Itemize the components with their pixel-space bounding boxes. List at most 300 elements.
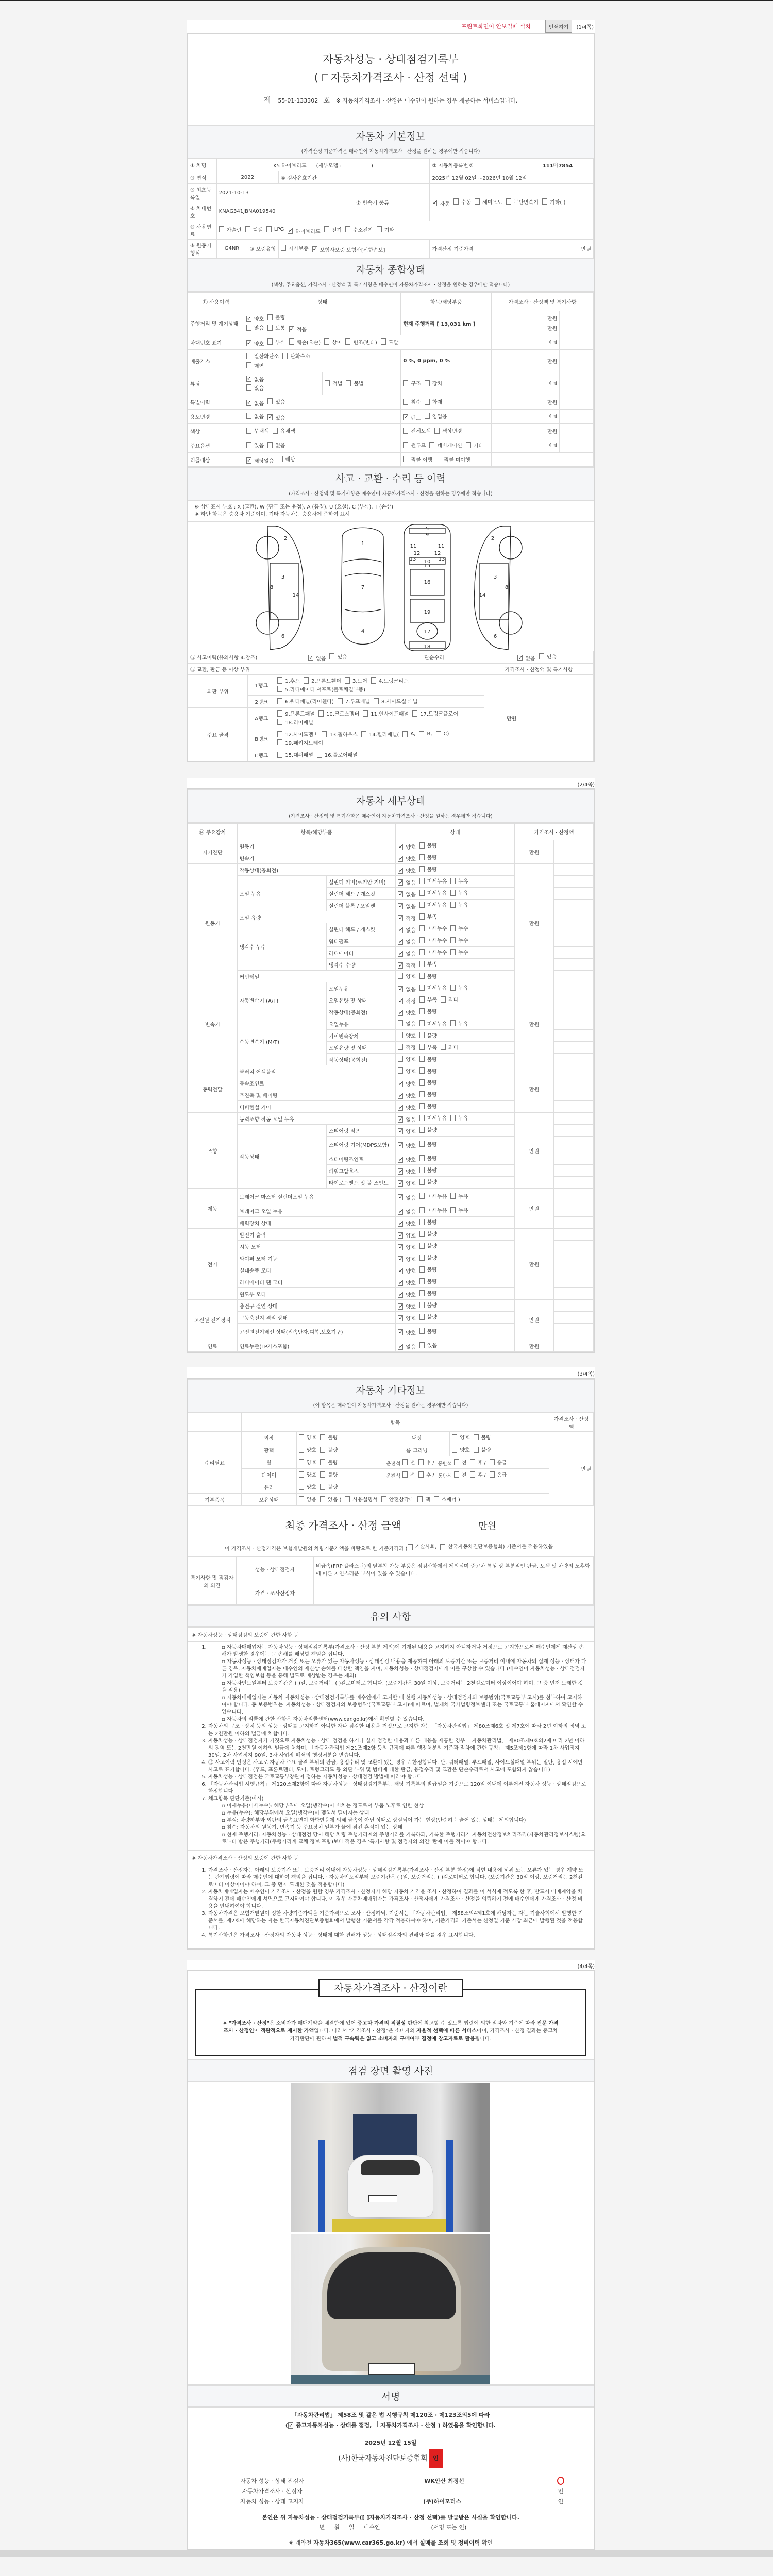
checkbox-icon[interactable]: [419, 902, 425, 908]
checkbox-option[interactable]: [398, 938, 415, 945]
checkbox-option[interactable]: [419, 995, 437, 1003]
checkbox-option[interactable]: [419, 1126, 437, 1133]
checkbox-icon[interactable]: [419, 1314, 425, 1320]
checkbox-icon[interactable]: [450, 1020, 456, 1026]
checkbox-option[interactable]: [246, 427, 269, 434]
checkbox-option[interactable]: [450, 936, 468, 944]
checkbox-option[interactable]: [267, 324, 285, 331]
checkbox-option[interactable]: [419, 1265, 437, 1273]
checkbox-option[interactable]: [398, 1156, 415, 1163]
checkbox-option[interactable]: [245, 226, 263, 233]
checkbox-option[interactable]: [419, 1192, 447, 1200]
checkbox-icon[interactable]: [419, 1056, 425, 1062]
checkbox-icon[interactable]: [402, 731, 408, 737]
checkbox-option[interactable]: [419, 1007, 437, 1015]
checkbox-icon[interactable]: [299, 1471, 304, 1478]
checkbox-icon[interactable]: [419, 1103, 425, 1109]
checkbox-option[interactable]: [398, 1115, 415, 1123]
checkbox-icon[interactable]: [450, 1115, 456, 1121]
checkbox-option[interactable]: [246, 340, 264, 347]
checked-box-icon[interactable]: ✓: [398, 878, 404, 886]
checked-box-icon[interactable]: ✓: [398, 1115, 404, 1123]
checkbox-option[interactable]: [345, 338, 377, 346]
checkbox-option[interactable]: [542, 198, 565, 206]
checkbox-icon[interactable]: [419, 1032, 425, 1038]
checkbox-icon[interactable]: [419, 937, 425, 943]
checkbox-option[interactable]: [419, 853, 437, 861]
checkbox-icon[interactable]: [345, 338, 350, 345]
checkbox-icon[interactable]: [277, 686, 282, 692]
checkbox-option[interactable]: [345, 676, 367, 684]
checkbox-option[interactable]: [273, 427, 295, 434]
checkbox-option[interactable]: [398, 1329, 415, 1336]
checkbox-option[interactable]: [381, 1495, 414, 1503]
checkbox-option[interactable]: [403, 441, 426, 449]
checkbox-icon[interactable]: [266, 226, 272, 232]
checkbox-icon[interactable]: [419, 878, 425, 884]
checkbox-option[interactable]: [432, 199, 449, 207]
checked-box-icon[interactable]: ✓: [398, 1208, 404, 1215]
checkbox-option[interactable]: [398, 1055, 415, 1063]
checkbox-icon[interactable]: [419, 973, 425, 979]
checkbox-icon[interactable]: [419, 913, 425, 920]
checkbox-icon[interactable]: [320, 1496, 325, 1502]
checked-box-icon[interactable]: ✓: [246, 399, 252, 406]
checked-box-icon[interactable]: ✓: [398, 1329, 404, 1335]
checkbox-icon[interactable]: [419, 1115, 425, 1121]
checkbox-option[interactable]: [398, 1231, 415, 1239]
checkbox-option[interactable]: [419, 1043, 437, 1051]
checkbox-icon[interactable]: [412, 710, 417, 717]
checkbox-icon[interactable]: [419, 854, 425, 860]
checkbox-icon[interactable]: [322, 731, 327, 737]
checkbox-icon[interactable]: [277, 698, 282, 704]
checked-box-icon[interactable]: ✓: [398, 938, 404, 945]
checkbox-option[interactable]: [398, 914, 415, 922]
checkbox-icon[interactable]: [320, 1471, 325, 1478]
checkbox-icon[interactable]: [299, 1447, 304, 1453]
checkbox-option[interactable]: [419, 1078, 437, 1086]
checkbox-icon[interactable]: [419, 890, 425, 896]
checkbox-option[interactable]: [441, 995, 458, 1003]
checked-box-icon[interactable]: ✓: [398, 855, 404, 862]
checkbox-option[interactable]: [318, 709, 359, 717]
checkbox-icon[interactable]: [403, 456, 408, 462]
checked-box-icon[interactable]: ✓: [398, 1302, 404, 1310]
checked-box-icon[interactable]: ✓: [246, 375, 252, 382]
checked-box-icon[interactable]: ✓: [398, 1092, 404, 1099]
checkbox-icon[interactable]: [450, 925, 456, 931]
checkbox-option[interactable]: [398, 1031, 415, 1039]
checkbox-icon[interactable]: [324, 338, 329, 345]
checkbox-option[interactable]: [419, 960, 437, 968]
checkbox-option[interactable]: [466, 441, 483, 449]
checkbox-option[interactable]: [454, 1471, 466, 1478]
checkbox-option[interactable]: [419, 1140, 437, 1148]
used-car-inspection-checkbox[interactable]: ✓: [288, 2422, 294, 2429]
checkbox-option[interactable]: [398, 1104, 415, 1111]
checkbox-option[interactable]: [417, 1495, 430, 1503]
checkbox-option[interactable]: [299, 1495, 316, 1503]
checkbox-option[interactable]: [398, 950, 415, 957]
checkbox-icon[interactable]: [398, 973, 403, 979]
checkbox-option[interactable]: [267, 338, 285, 346]
checkbox-option[interactable]: [419, 1230, 437, 1238]
checkbox-icon[interactable]: [398, 1032, 403, 1038]
checkbox-icon[interactable]: [441, 1044, 446, 1050]
checkbox-option[interactable]: [398, 926, 415, 934]
checkbox-option[interactable]: [440, 1544, 552, 1551]
checkbox-option[interactable]: [299, 1458, 316, 1466]
checkbox-option[interactable]: [419, 1114, 447, 1122]
checkbox-icon[interactable]: [403, 380, 408, 386]
checkbox-option[interactable]: [278, 455, 295, 463]
checkbox-icon[interactable]: [436, 456, 441, 462]
checkbox-option[interactable]: [419, 1327, 437, 1335]
checkbox-icon[interactable]: [450, 878, 456, 884]
checkbox-icon[interactable]: [267, 442, 273, 448]
checkbox-icon[interactable]: [267, 338, 273, 345]
checkbox-option[interactable]: [419, 1067, 437, 1075]
checkbox-option[interactable]: [490, 1459, 507, 1466]
checked-box-icon[interactable]: ✓: [398, 1231, 404, 1239]
checkbox-option[interactable]: [325, 379, 342, 387]
checkbox-option[interactable]: [374, 697, 418, 705]
checkbox-icon[interactable]: [398, 1020, 403, 1026]
checkbox-icon[interactable]: [450, 985, 456, 991]
checkbox-option[interactable]: [345, 226, 373, 233]
checkbox-option[interactable]: [398, 985, 415, 993]
checked-box-icon[interactable]: ✓: [268, 414, 273, 420]
checkbox-option[interactable]: [450, 1114, 468, 1122]
checkbox-option[interactable]: [402, 1459, 415, 1466]
checkbox-option[interactable]: [246, 352, 279, 360]
checked-box-icon[interactable]: ✓: [398, 926, 404, 933]
checkbox-icon[interactable]: [289, 338, 294, 345]
checkbox-option[interactable]: [361, 730, 399, 738]
checkbox-option[interactable]: [398, 961, 415, 969]
checkbox-option[interactable]: [320, 1433, 338, 1441]
checkbox-option[interactable]: [419, 1055, 437, 1063]
checkbox-icon[interactable]: [453, 198, 459, 205]
checked-box-icon[interactable]: ✓: [398, 1194, 404, 1200]
checked-box-icon[interactable]: ✓: [398, 1080, 404, 1087]
checkbox-icon[interactable]: [299, 1459, 304, 1465]
checkbox-option[interactable]: [299, 1483, 316, 1490]
checkbox-icon[interactable]: [246, 353, 251, 359]
checkbox-icon[interactable]: [539, 653, 544, 659]
checkbox-option[interactable]: [398, 843, 415, 851]
checkbox-icon[interactable]: [419, 1266, 425, 1273]
checked-box-icon[interactable]: ✓: [398, 1255, 404, 1262]
checked-box-icon[interactable]: ✓: [398, 950, 404, 957]
checkbox-icon[interactable]: [338, 698, 343, 704]
checked-box-icon[interactable]: ✓: [398, 843, 404, 850]
checkbox-option[interactable]: [425, 412, 447, 420]
checkbox-option[interactable]: [281, 244, 309, 252]
checkbox-option[interactable]: [402, 731, 415, 737]
checked-box-icon[interactable]: ✓: [398, 1156, 404, 1163]
checkbox-option[interactable]: [419, 1289, 437, 1297]
checkbox-option[interactable]: [398, 1127, 415, 1135]
checkbox-icon[interactable]: [299, 1434, 304, 1440]
checkbox-option[interactable]: [419, 1218, 437, 1226]
checkbox-icon[interactable]: [542, 198, 547, 205]
checkbox-option[interactable]: [329, 653, 347, 660]
checkbox-icon[interactable]: [419, 842, 425, 849]
checkbox-icon[interactable]: [402, 1459, 408, 1465]
checkbox-option[interactable]: [246, 384, 264, 392]
checkbox-option[interactable]: [506, 198, 539, 206]
checkbox-icon[interactable]: [419, 949, 425, 955]
checkbox-icon[interactable]: [299, 1484, 304, 1490]
checkbox-icon[interactable]: [267, 314, 273, 320]
checkbox-option[interactable]: [246, 412, 264, 420]
checkbox-icon[interactable]: [419, 1207, 425, 1213]
checkbox-option[interactable]: [419, 1277, 437, 1285]
checkbox-option[interactable]: [403, 398, 421, 405]
checkbox-icon[interactable]: [419, 1219, 425, 1225]
checkbox-option[interactable]: [398, 1179, 415, 1187]
checkbox-icon[interactable]: [245, 226, 250, 232]
checkbox-icon[interactable]: [320, 1459, 325, 1465]
checkbox-icon[interactable]: [345, 226, 350, 232]
checkbox-icon[interactable]: [419, 731, 424, 737]
checkbox-option[interactable]: [324, 338, 342, 346]
checkbox-icon[interactable]: [419, 1020, 425, 1026]
checkbox-option[interactable]: [398, 1208, 415, 1215]
checkbox-icon[interactable]: [419, 1231, 425, 1237]
checkbox-option[interactable]: [419, 984, 447, 991]
checkbox-icon[interactable]: [419, 925, 425, 931]
checkbox-icon[interactable]: [419, 961, 425, 967]
checkbox-icon[interactable]: [320, 1484, 325, 1490]
checked-box-icon[interactable]: ✓: [246, 456, 252, 464]
checkbox-icon[interactable]: [425, 380, 430, 386]
checkbox-icon[interactable]: [474, 1434, 479, 1440]
checkbox-option[interactable]: [398, 1314, 415, 1322]
checkbox-option[interactable]: [454, 1459, 466, 1466]
checkbox-icon[interactable]: [398, 1044, 403, 1050]
print-install-link[interactable]: 프린트화면이 안보일때 설치: [461, 23, 531, 30]
checkbox-option[interactable]: [277, 730, 318, 738]
checked-box-icon[interactable]: ✓: [246, 340, 252, 346]
checkbox-icon[interactable]: [466, 442, 471, 448]
checked-box-icon[interactable]: ✓: [288, 227, 293, 234]
checkbox-option[interactable]: [419, 1090, 437, 1098]
checkbox-icon[interactable]: [277, 677, 282, 684]
checkbox-option[interactable]: [289, 325, 307, 333]
checkbox-option[interactable]: [304, 676, 341, 684]
checkbox-icon[interactable]: [419, 1290, 425, 1296]
checkbox-option[interactable]: [398, 972, 415, 980]
checkbox-icon[interactable]: [277, 719, 282, 725]
checkbox-option[interactable]: [450, 901, 468, 908]
checkbox-icon[interactable]: [452, 1447, 457, 1453]
checkbox-icon[interactable]: [381, 1496, 386, 1502]
checkbox-icon[interactable]: [246, 384, 251, 391]
checkbox-option[interactable]: [470, 1459, 485, 1466]
checkbox-option[interactable]: [436, 731, 449, 737]
checkbox-icon[interactable]: [441, 996, 446, 1003]
checked-box-icon[interactable]: ✓: [404, 414, 409, 420]
checkbox-option[interactable]: [452, 1446, 469, 1453]
checkbox-option[interactable]: [419, 1253, 437, 1261]
checkbox-icon[interactable]: [490, 1471, 495, 1478]
checkbox-option[interactable]: [419, 1154, 437, 1162]
checkbox-option[interactable]: [403, 427, 431, 434]
checkbox-option[interactable]: [450, 889, 468, 896]
checkbox-icon[interactable]: [419, 1255, 425, 1261]
checkbox-option[interactable]: [419, 1178, 437, 1185]
checkbox-option[interactable]: [403, 455, 432, 463]
checkbox-option[interactable]: [402, 1471, 415, 1478]
price-survey-checkbox[interactable]: [322, 74, 328, 81]
checkbox-option[interactable]: [474, 1446, 491, 1453]
checkbox-option[interactable]: [419, 912, 437, 920]
checkbox-option[interactable]: [277, 751, 313, 758]
checkbox-option[interactable]: [452, 1433, 469, 1441]
checkbox-icon[interactable]: [450, 902, 456, 908]
checkbox-icon[interactable]: [278, 456, 283, 462]
checkbox-option[interactable]: [246, 456, 274, 464]
checkbox-option[interactable]: [324, 226, 342, 233]
checkbox-option[interactable]: [398, 902, 415, 910]
checkbox-option[interactable]: [299, 1470, 316, 1478]
checkbox-option[interactable]: [312, 246, 385, 253]
checkbox-option[interactable]: [450, 877, 468, 885]
checkbox-icon[interactable]: [419, 1278, 425, 1284]
price-survey-checkbox[interactable]: [373, 2421, 378, 2427]
checkbox-option[interactable]: [267, 398, 285, 405]
checkbox-option[interactable]: [412, 709, 458, 717]
checked-box-icon[interactable]: ✓: [398, 1219, 404, 1227]
checkbox-icon[interactable]: [419, 1044, 425, 1050]
checkbox-option[interactable]: [398, 890, 415, 898]
checkbox-option[interactable]: [246, 441, 264, 449]
checkbox-option[interactable]: [267, 441, 285, 449]
checkbox-option[interactable]: [450, 1206, 468, 1214]
checkbox-icon[interactable]: [219, 226, 224, 232]
checkbox-option[interactable]: [320, 1446, 338, 1453]
checkbox-option[interactable]: [398, 855, 415, 862]
checked-box-icon[interactable]: ✓: [398, 1314, 404, 1321]
checkbox-icon[interactable]: [403, 442, 408, 448]
checkbox-icon[interactable]: [277, 752, 282, 758]
checkbox-icon[interactable]: [470, 1459, 475, 1465]
checkbox-option[interactable]: [403, 379, 421, 387]
checkbox-option[interactable]: [419, 1102, 437, 1110]
checkbox-icon[interactable]: [434, 1496, 439, 1502]
checkbox-icon[interactable]: [450, 937, 456, 943]
checked-box-icon[interactable]: ✓: [398, 1279, 404, 1286]
checkbox-option[interactable]: [398, 1043, 415, 1051]
checkbox-option[interactable]: [434, 1495, 460, 1503]
checkbox-option[interactable]: [398, 1020, 415, 1027]
checkbox-icon[interactable]: [452, 1434, 457, 1440]
checkbox-icon[interactable]: [273, 428, 278, 434]
checked-box-icon[interactable]: ✓: [518, 654, 523, 661]
checkbox-option[interactable]: [308, 654, 326, 662]
checkbox-option[interactable]: [403, 414, 421, 421]
checkbox-option[interactable]: [219, 226, 242, 233]
checkbox-option[interactable]: [398, 1194, 415, 1201]
checkbox-option[interactable]: [539, 653, 557, 660]
checked-box-icon[interactable]: ✓: [246, 315, 252, 322]
checkbox-option[interactable]: [453, 198, 471, 206]
checkbox-option[interactable]: [317, 751, 358, 758]
checkbox-icon[interactable]: [246, 413, 251, 419]
checkbox-icon[interactable]: [246, 362, 251, 368]
checkbox-option[interactable]: [363, 709, 409, 717]
checkbox-option[interactable]: [398, 1067, 415, 1075]
checkbox-option[interactable]: [398, 1167, 415, 1175]
checkbox-option[interactable]: [398, 1092, 415, 1099]
checked-box-icon[interactable]: ✓: [398, 1291, 404, 1298]
checkbox-option[interactable]: [398, 1279, 415, 1286]
checkbox-option[interactable]: [419, 972, 437, 980]
checkbox-option[interactable]: [450, 948, 468, 956]
checkbox-icon[interactable]: [277, 710, 282, 717]
checked-box-icon[interactable]: ✓: [398, 1127, 404, 1134]
checkbox-option[interactable]: [381, 338, 398, 346]
checkbox-icon[interactable]: [329, 653, 334, 659]
checkbox-option[interactable]: [475, 198, 502, 206]
checkbox-option[interactable]: [398, 878, 415, 886]
checkbox-icon[interactable]: [419, 1079, 425, 1086]
checkbox-option[interactable]: [419, 948, 447, 956]
checkbox-option[interactable]: [450, 984, 468, 991]
checkbox-icon[interactable]: [417, 1496, 423, 1502]
checkbox-icon[interactable]: [282, 353, 288, 359]
checked-box-icon[interactable]: ✓: [398, 1179, 404, 1187]
checked-box-icon[interactable]: ✓: [398, 1243, 404, 1250]
checkbox-option[interactable]: [419, 1166, 437, 1174]
checkbox-option[interactable]: [419, 1301, 437, 1309]
checkbox-option[interactable]: [246, 399, 264, 407]
checkbox-option[interactable]: [436, 455, 470, 463]
checked-box-icon[interactable]: ✓: [289, 325, 294, 332]
print-button[interactable]: 인쇄하기: [545, 20, 573, 33]
checked-box-icon[interactable]: ✓: [398, 902, 404, 909]
checkbox-icon[interactable]: [474, 1447, 479, 1453]
checkbox-icon[interactable]: [246, 325, 251, 331]
checkbox-option[interactable]: [277, 676, 300, 684]
checkbox-option[interactable]: [398, 1243, 415, 1251]
checkbox-option[interactable]: [419, 1020, 447, 1027]
checkbox-icon[interactable]: [371, 677, 376, 684]
checkbox-icon[interactable]: [429, 442, 434, 448]
checkbox-option[interactable]: [320, 1470, 338, 1478]
checkbox-icon[interactable]: [361, 731, 366, 737]
checkbox-icon[interactable]: [454, 1471, 459, 1478]
checkbox-icon[interactable]: [434, 428, 440, 434]
checkbox-option[interactable]: [267, 414, 285, 421]
checkbox-option[interactable]: [277, 739, 323, 747]
checkbox-icon[interactable]: [277, 731, 282, 737]
checkbox-icon[interactable]: [440, 1544, 445, 1550]
checkbox-option[interactable]: [246, 315, 264, 323]
checkbox-icon[interactable]: [408, 1544, 413, 1550]
checkbox-icon[interactable]: [377, 226, 382, 232]
checkbox-option[interactable]: [517, 654, 535, 662]
checkbox-option[interactable]: [398, 1302, 415, 1310]
checked-box-icon[interactable]: ✓: [432, 199, 438, 206]
checkbox-option[interactable]: [338, 697, 370, 705]
checkbox-option[interactable]: [398, 1009, 415, 1016]
checkbox-icon[interactable]: [346, 380, 351, 386]
checked-box-icon[interactable]: ✓: [398, 1009, 404, 1016]
